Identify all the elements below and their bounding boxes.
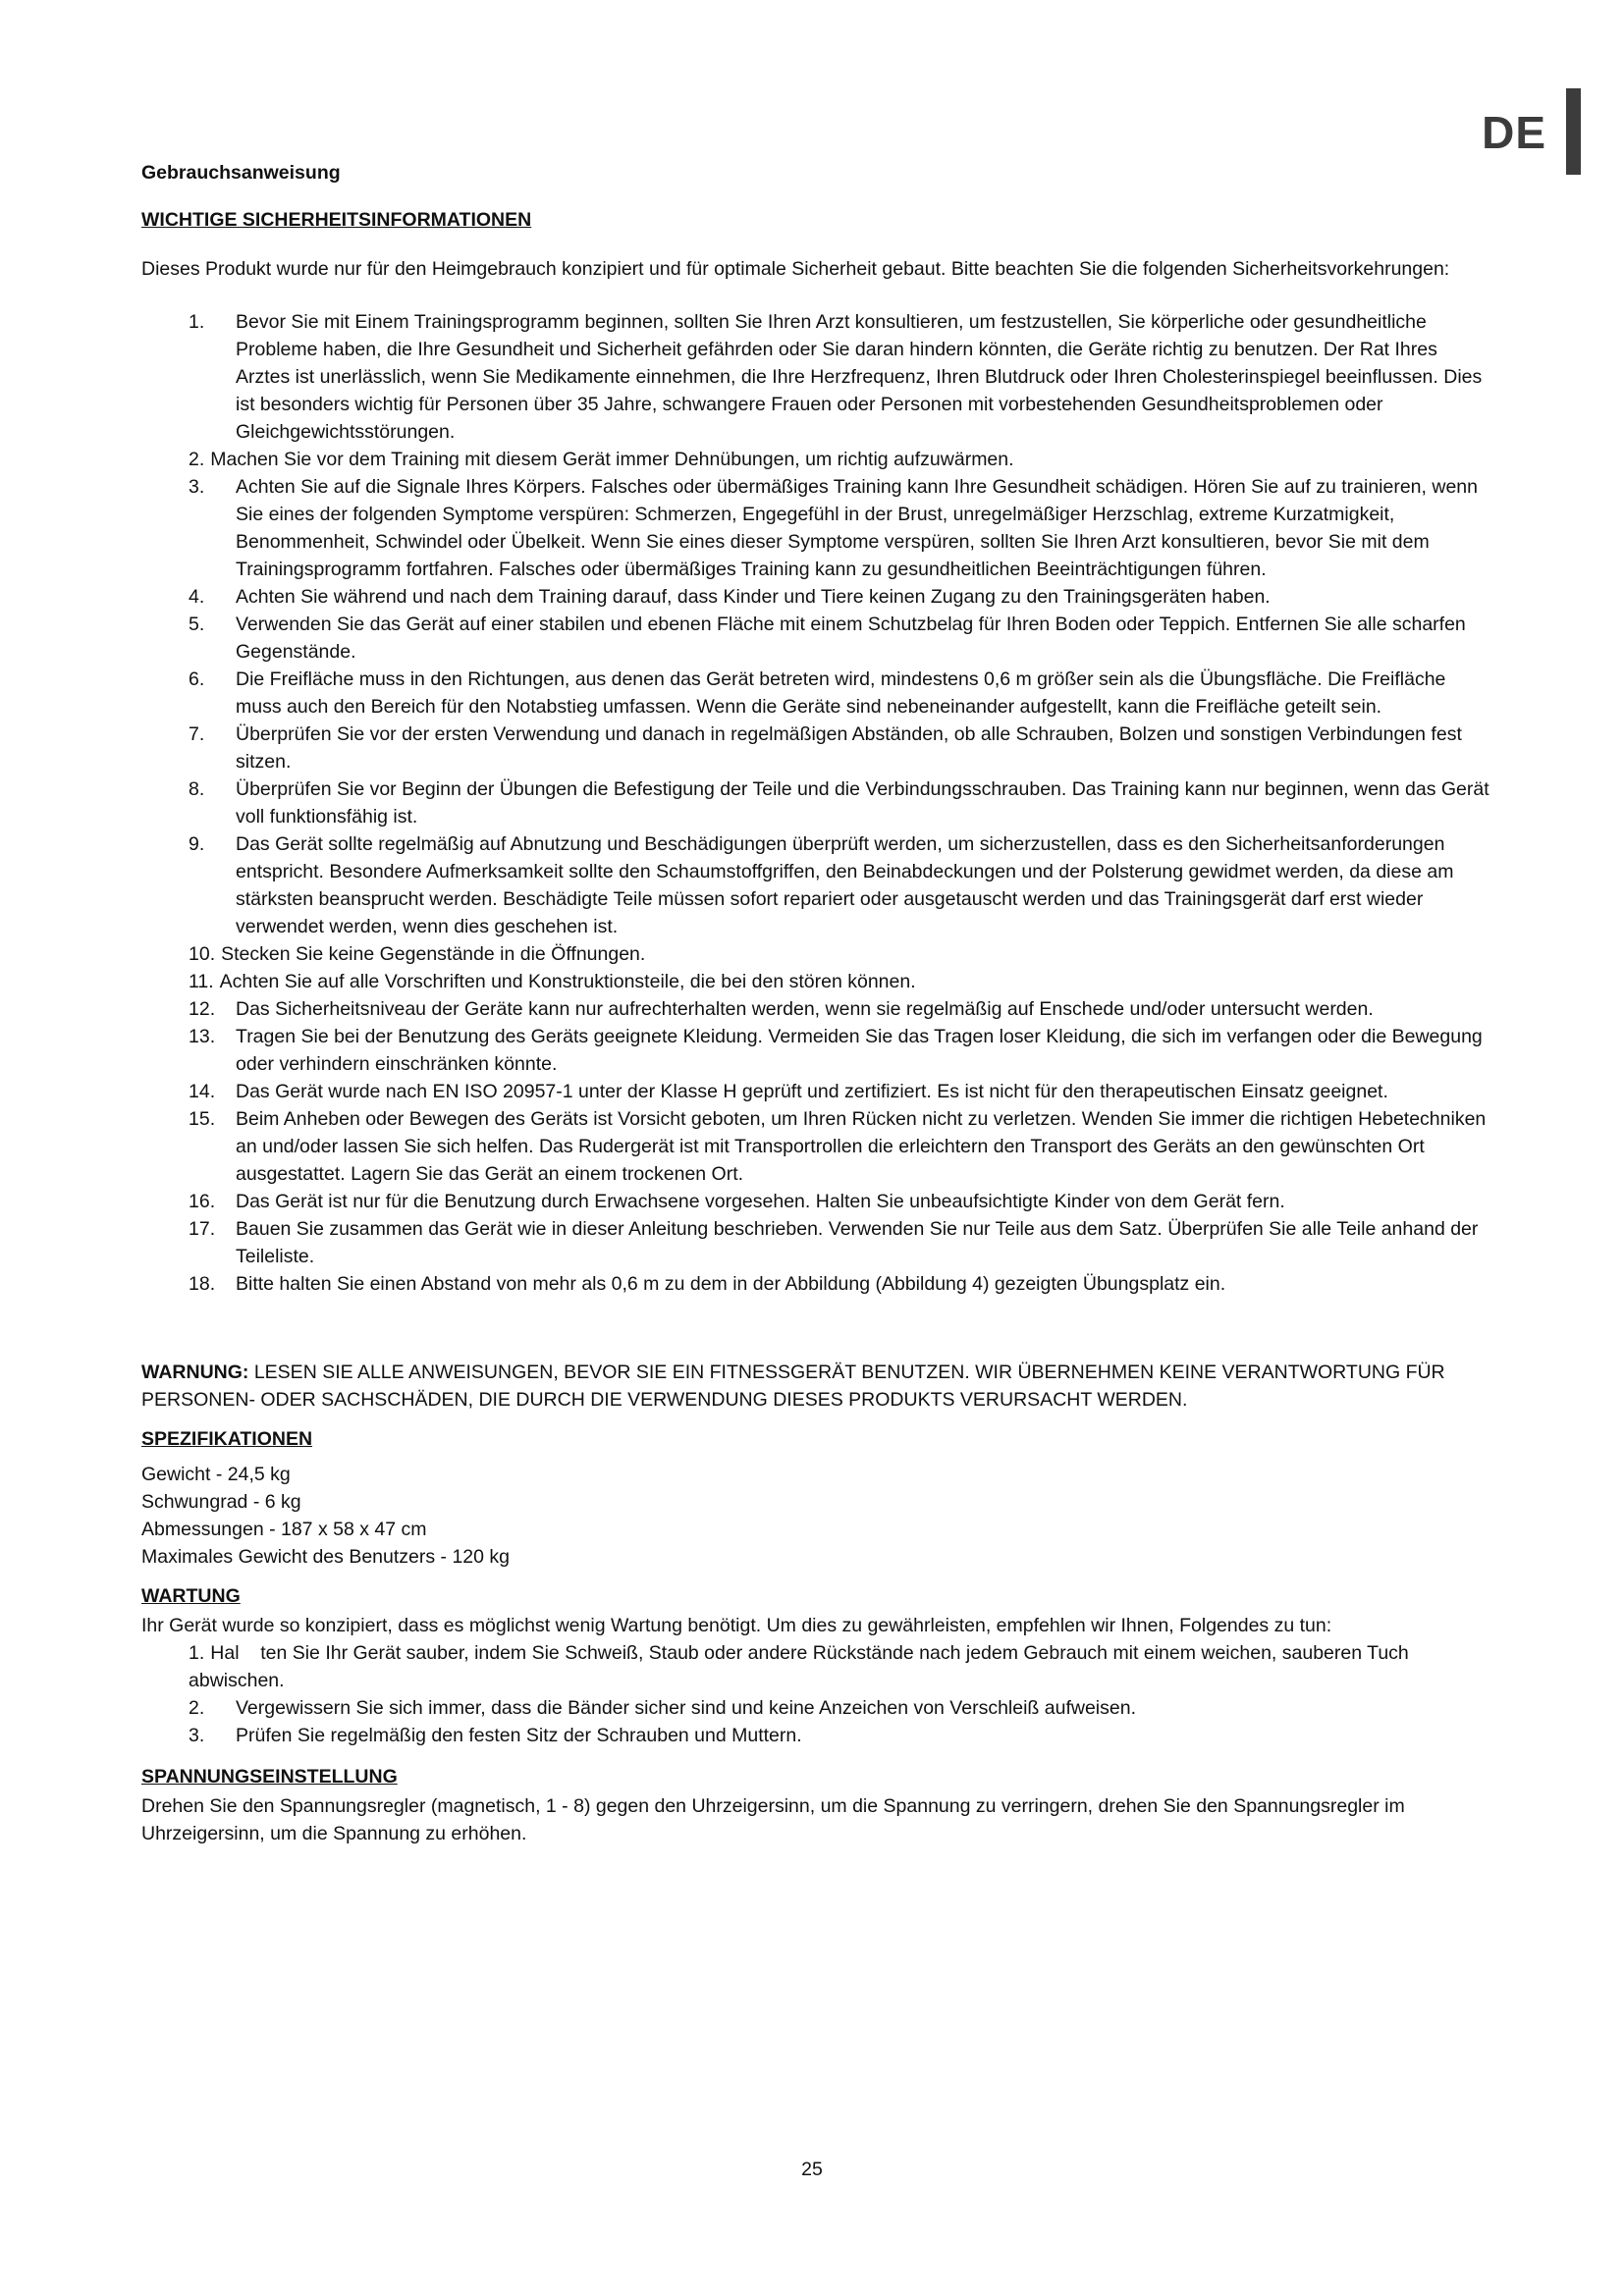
list-item bbox=[141, 940, 1494, 968]
list-item bbox=[141, 721, 1494, 775]
list-item bbox=[141, 1694, 1494, 1722]
warning-lead: WARNUNG: bbox=[141, 1362, 249, 1383]
spec-line: Schwungrad - 6 kg bbox=[141, 1491, 301, 1513]
list-item-text: Bevor Sie mit Einem Trainingsprogramm beginnen, sollten Sie Ihren Arzt konsultieren, um festzustellen, Sie körperliche oder gesundheitliche Probleme haben, die Ihre Gesundheit und Sicherheit gefährden oder Sie daran hindern könnten, die Geräte richtig zu benutzen. Der Rat Ihres Arztes ist unerlässlich, wenn Sie Medikamente einnehmen, die Ihre Herzfrequenz, Ihren Blutdruck oder Ihren Cholesterinspiegel beeinflussen. Dies ist besonders wichtig für Personen über 35 Jahre, schwangere Frauen oder Personen mit vorbestehenden Gesundheitsproblemen oder Gleichgewichtsstörungen. bbox=[236, 311, 1483, 443]
list-item-text: Das Gerät wurde nach EN ISO 20957-1 unter der Klasse H geprüft und zertifiziert. Es ist nicht für den therapeutischen Einsatz geeignet. bbox=[236, 1081, 1388, 1102]
list-item-text: Das Sicherheitsniveau der Geräte kann nur aufrechterhalten werden, wenn sie regelmäßig auf Enschede und/oder untersucht werden. bbox=[236, 998, 1374, 1020]
spec-line: Abmessungen - 187 x 58 x 47 cm bbox=[141, 1519, 427, 1540]
list-item-number: 16. bbox=[189, 1191, 216, 1212]
spec-line: Maximales Gewicht des Benutzers - 120 kg bbox=[141, 1546, 510, 1568]
list-item-text: Das Gerät ist nur für die Benutzung durch Erwachsene vorgesehen. Halten Sie unbeaufsichtigte Kinder von dem Gerät fern. bbox=[236, 1191, 1285, 1212]
list-item bbox=[141, 1188, 1494, 1215]
list-item-text: Vergewissern Sie sich immer, dass die Bänder sicher sind und keine Anzeichen von Verschleiß aufweisen. bbox=[236, 1697, 1136, 1719]
list-item-number: 8. bbox=[189, 778, 205, 800]
safety-list bbox=[141, 308, 1494, 1298]
list-item bbox=[141, 1215, 1494, 1270]
list-item-number: 7. bbox=[189, 723, 205, 745]
list-item bbox=[141, 1270, 1494, 1298]
list-item-text: Die Freifläche muss in den Richtungen, aus denen das Gerät betreten wird, mindestens 0,6 m größer sein als die Übungsfläche. Die Freifläche muss auch den Bereich für den Notabstieg umfassen. Wenn die Geräte sind nebeneinander aufgestellt, kann die Freifläche geteilt sein. bbox=[236, 668, 1446, 718]
list-item-number: 15. bbox=[189, 1108, 216, 1130]
list-item-number: 1. bbox=[189, 1642, 205, 1664]
tension-text: Drehen Sie den Spannungsregler (magnetisch, 1 - 8) gegen den Uhrzeigersinn, um die Spannung zu verringern, drehen Sie den Spannungsregler im Uhrzeigersinn, um die Spannung zu erhöhen. bbox=[141, 1795, 1405, 1844]
specs-heading: SPEZIFIKATIONEN bbox=[141, 1428, 313, 1450]
language-tab bbox=[1482, 88, 1581, 175]
list-item-number: 3. bbox=[189, 1725, 205, 1746]
list-item bbox=[141, 308, 1494, 446]
warning-text: LESEN SIE ALLE ANWEISUNGEN, BEVOR SIE EIN FITNESSGERÄT BENUTZEN. WIR ÜBERNEHMEN KEINE VERANTWORTUNG FÜR PERSONEN- ODER SACHSCHÄDEN, DIE DURCH DIE VERWENDUNG DIESES PRODUKTS VERURSACHT WERDEN. bbox=[141, 1362, 1445, 1411]
list-item-text: Achten Sie während und nach dem Training darauf, dass Kinder und Tiere keinen Zugang zu den Trainingsgeräten haben. bbox=[236, 586, 1271, 608]
list-item-text: Bauen Sie zusammen das Gerät wie in dieser Anleitung beschrieben. Verwenden Sie nur Teile aus dem Satz. Überprüfen Sie alle Teile anhand der Teileliste. bbox=[236, 1218, 1479, 1267]
list-item-text: Das Gerät sollte regelmäßig auf Abnutzung und Beschädigungen überprüft werden, um sicherzustellen, dass es den Sicherheitsanforderungen entspricht. Besondere Aufmerksamkeit sollte den Schaumstoffgriffen, den Beinabdeckungen und der Polsterung gewidmet werden, da diese am stärksten beansprucht werden. Beschädigte Teile müssen sofort repariert oder ausgetauscht werden und das Trainingsgerät darf erst wieder verwendet werden, wenn dies geschehen ist. bbox=[236, 833, 1454, 937]
list-item-text: Machen Sie vor dem Training mit diesem Gerät immer Dehnübungen, um richtig aufzuwärmen. bbox=[210, 449, 1014, 470]
document-body bbox=[141, 159, 1494, 1847]
list-item-number: 6. bbox=[189, 668, 205, 690]
list-item-number: 1. bbox=[189, 311, 205, 333]
list-item bbox=[141, 1023, 1494, 1078]
list-item-text: Prüfen Sie regelmäßig den festen Sitz der Schrauben und Muttern. bbox=[236, 1725, 802, 1746]
list-item-text: Bitte halten Sie einen Abstand von mehr als 0,6 m zu dem in der Abbildung (Abbildung 4) gezeigten Übungsplatz ein. bbox=[236, 1273, 1226, 1295]
list-item-text: Überprüfen Sie vor Beginn der Übungen die Befestigung der Teile und die Verbindungsschrauben. Das Training kann nur beginnen, wenn das Gerät voll funktionsfähig ist. bbox=[236, 778, 1489, 828]
list-item bbox=[141, 995, 1494, 1023]
list-item-text: Achten Sie auf alle Vorschriften und Konstruktionsteile, die bei den stören können. bbox=[219, 971, 916, 992]
list-item-text: Achten Sie auf die Signale Ihres Körpers. Falsches oder übermäßiges Training kann Ihre Gesundheit schädigen. Hören Sie auf zu trainieren, wenn Sie eines der folgenden Symptome verspüren: Schmerzen, Engegefühl in der Brust, unregelmäßiger Herzschlag, extreme Kurzatmigkeit, Benommenheit, Schwindel oder Übelkeit. Wenn Sie eines dieser Symptome verspüren, sollten Sie Ihren Arzt konsultieren, bevor Sie mit dem Trainingsprogramm fortfahren. Falsches oder übermäßiges Training kann zu gesundheitlichen Beeinträchtigungen führen. bbox=[236, 476, 1478, 580]
list-item-text: Beim Anheben oder Bewegen des Geräts ist Vorsicht geboten, um Ihren Rücken nicht zu verletzen. Wenden Sie immer die richtigen Hebetechniken an und/oder lassen Sie sich helfen. Das Rudergerät ist mit Transportrollen die erleichtern den Transport des Geräts an den gewünschten Ort ausgestattet. Lagern Sie das Gerät an einem trockenen Ort. bbox=[236, 1108, 1487, 1185]
warning-notice bbox=[141, 1359, 1494, 1414]
list-item-text: Hal ten Sie Ihr Gerät sauber, indem Sie Schweiß, Staub oder andere Rückstände nach jedem Gebrauch mit einem weichen, sauberen Tuch abwischen. bbox=[189, 1642, 1415, 1691]
list-item bbox=[141, 1105, 1494, 1188]
list-item-number: 4. bbox=[189, 586, 205, 608]
language-tab-bar bbox=[1566, 88, 1581, 175]
list-item-number: 2. bbox=[189, 1697, 205, 1719]
list-item bbox=[141, 1639, 1494, 1694]
list-item-number: 9. bbox=[189, 833, 205, 855]
list-item bbox=[141, 611, 1494, 666]
list-item-number: 13. bbox=[189, 1026, 216, 1047]
list-item bbox=[141, 473, 1494, 583]
list-item-number: 18. bbox=[189, 1273, 216, 1295]
maintenance-intro: Ihr Gerät wurde so konzipiert, dass es möglichst wenig Wartung benötigt. Um dies zu gewährleisten, empfehlen wir Ihnen, Folgendes zu tun: bbox=[141, 1615, 1332, 1636]
list-item-number: 12. bbox=[189, 998, 216, 1020]
list-item bbox=[141, 1078, 1494, 1105]
document-title: Gebrauchsanweisung bbox=[141, 162, 341, 184]
language-code: DE bbox=[1482, 107, 1546, 158]
tension-heading: SPANNUNGSEINSTELLUNG bbox=[141, 1766, 398, 1788]
list-item-text: Überprüfen Sie vor der ersten Verwendung und danach in regelmäßigen Abständen, ob alle Schrauben, Bolzen und sonstigen Verbindungen fest sitzen. bbox=[236, 723, 1462, 773]
list-item bbox=[141, 446, 1494, 473]
specs-list bbox=[141, 1461, 1494, 1571]
page-number: 25 bbox=[801, 2159, 823, 2180]
list-item-number: 2. bbox=[189, 449, 205, 470]
maintenance-heading: WARTUNG bbox=[141, 1585, 241, 1607]
list-item bbox=[141, 583, 1494, 611]
spec-line: Gewicht - 24,5 kg bbox=[141, 1464, 291, 1485]
list-item-text: Verwenden Sie das Gerät auf einer stabilen und ebenen Fläche mit einem Schutzbelag für Ihren Boden oder Teppich. Entfernen Sie alle scharfen Gegenstände. bbox=[236, 614, 1466, 663]
maintenance-list bbox=[141, 1639, 1494, 1749]
list-item bbox=[141, 1722, 1494, 1749]
list-item-number: 14. bbox=[189, 1081, 216, 1102]
list-item-number: 5. bbox=[189, 614, 205, 635]
list-item-text: Tragen Sie bei der Benutzung des Geräts geeignete Kleidung. Vermeiden Sie das Tragen loser Kleidung, die sich im verfangen oder die Bewegung oder verhindern einschränken könnte. bbox=[236, 1026, 1483, 1075]
list-item-number: 17. bbox=[189, 1218, 216, 1240]
list-item bbox=[141, 775, 1494, 830]
list-item-number: 10. bbox=[189, 943, 216, 965]
list-item-number: 3. bbox=[189, 476, 205, 498]
list-item bbox=[141, 830, 1494, 940]
safety-intro: Dieses Produkt wurde nur für den Heimgebrauch konzipiert und für optimale Sicherheit gebaut. Bitte beachten Sie die folgenden Sicherheitsvorkehrungen: bbox=[141, 258, 1450, 280]
safety-heading: WICHTIGE SICHERHEITSINFORMATIONEN bbox=[141, 209, 532, 231]
list-item bbox=[141, 968, 1494, 995]
list-item-number: 11. bbox=[189, 971, 214, 992]
list-item bbox=[141, 666, 1494, 721]
list-item-text: Stecken Sie keine Gegenstände in die Öffnungen. bbox=[221, 943, 646, 965]
